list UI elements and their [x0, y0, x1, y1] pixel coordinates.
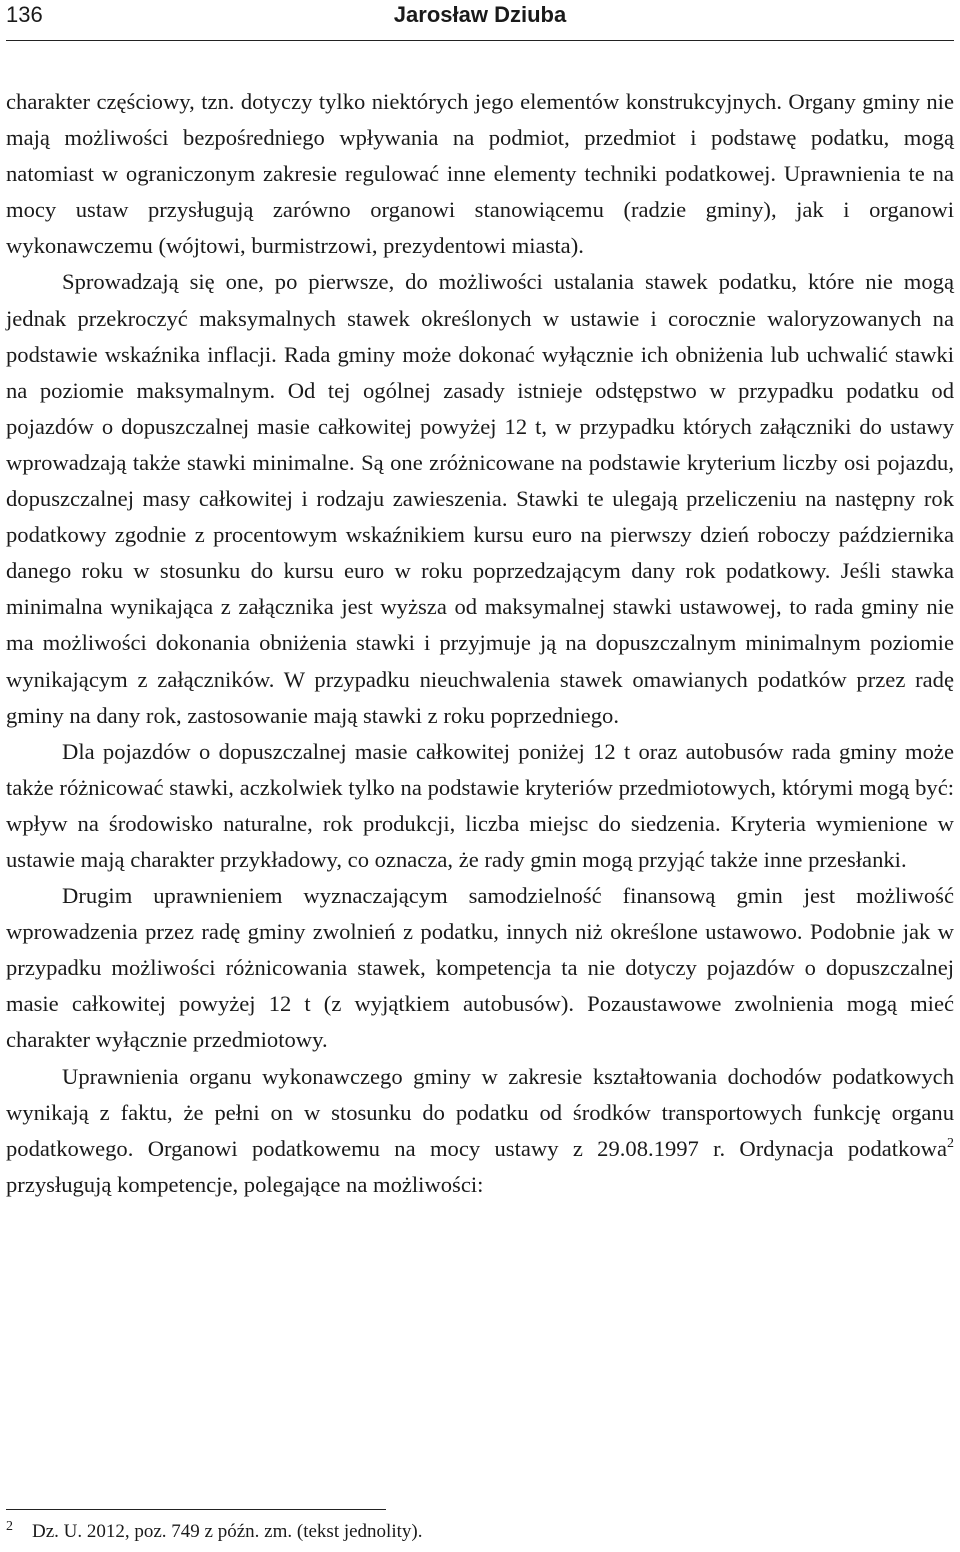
paragraph: Drugim uprawnieniem wyznaczającym samodzielność finansową gmin jest możliwość wprowadzenia przez radę gminy zwolnień z podatku, innych niż określone ustawowo. Podobnie jak w przypadku możliwości różnicowania stawek, kompetencja ta nie dotyczy pojazdów o dopuszczalnej masie całkowitej powyżej 12 t (z wyjątkiem autobusów). Pozaustawowe zwolnienia mogą mieć charakter wyłącznie przedmiotowy. [6, 883, 954, 1053]
footnote-text: Dz. U. 2012, poz. 749 z późn. zm. (tekst jednolity). [32, 1521, 423, 1542]
footnote-reference[interactable]: 2 [947, 1135, 954, 1151]
paragraph [6, 1059, 954, 1203]
running-author: Jarosław Dziuba [393, 2, 567, 27]
footnote-divider [6, 1509, 386, 1510]
body-text [6, 84, 954, 1203]
paragraph: Dla pojazdów o dopuszczalnej masie całkowitej poniżej 12 t oraz autobusów rada gminy może także różnicować stawki, aczkolwiek tylko na podstawie kryteriów przedmiotowych, którymi mogą być: wpływ na środowisko naturalne, rok produkcji, liczba miejsc do siedzenia. Kryteria wymienione w ustawie mają charakter przykładowy, co oznacza, że rady gmin mogą przyjąć także inne przesłanki. [6, 738, 954, 872]
paragraph-text: przysługują kompetencje, polegające na możliwości: [6, 1171, 484, 1197]
footnote: 2 Dz. U. 2012, poz. 749 z późn. zm. (tekst jednolity). [6, 1519, 423, 1542]
paragraph: Sprowadzają się one, po pierwsze, do możliwości ustalania stawek podatku, które nie mogą jednak przekroczyć maksymalnych stawek określonych w ustawie i corocznie waloryzowanych na podstawie wskaźnika inflacji. Rada gminy może dokonać wyłącznie ich obniżenia lub uchwalić stawki na poziomie maksymalnym. Od tej ogólnej zasady istnieje odstępstwo w przypadku podatku od pojazdów o dopuszczalnej masie całkowitej powyżej 12 t, w przypadku których załączniki do ustawy wprowadzają także stawki minimalne. Są one zróżnicowane na podstawie kryterium liczby osi pojazdu, dopuszczalnej masy całkowitej i rodzaju zawieszenia. Stawki te ulegają przeliczeniu na następny rok podatkowy zgodnie z procentowym wskaźnikiem kursu euro na pierwszy dzień roboczy października danego roku w stosunku do kursu euro w roku poprzedzającym dany rok podatkowy. Jeśli stawka minimalna wynikająca z załącznika jest wyższa od maksymalnej stawki ustawowej, to rada gminy nie ma możliwości dokonania obniżenia stawki i przyjmuje ją na dopuszczalnym minimalnym poziomie wynikającym z załączników. W przypadku nieuchwalenia stawek omawianych podatków przez radę gminy na dany rok, zastosowanie mają stawki z roku poprzedniego. [6, 269, 954, 728]
paragraph: charakter częściowy, tzn. dotyczy tylko niektórych jego elementów konstrukcyjnych. Organy gminy nie mają możliwości bezpośredniego wpływania na podmiot, przedmiot i podstawę podatku, mogą natomiast w ograniczonym zakresie regulować inne elementy techniki podatkowej. Uprawnienia te na mocy ustaw przysługują zarówno organowi stanowiącemu (radzie gminy), jak i organowi wykonawczemu (wójtowi, burmistrzowi, prezydentowi miasta). [6, 89, 954, 259]
running-header [6, 0, 954, 41]
page-number: 136 [6, 2, 43, 27]
paragraph-text: Uprawnienia organu wykonawczego gminy w zakresie kształtowania dochodów podatkowych wynikają z faktu, że pełni on w stosunku do podatku od środków transportowych funkcję organu podatkowego. Organowi podatkowemu na mocy ustawy z 29.08.1997 r. Ordynacja podatkowa [6, 1063, 954, 1161]
